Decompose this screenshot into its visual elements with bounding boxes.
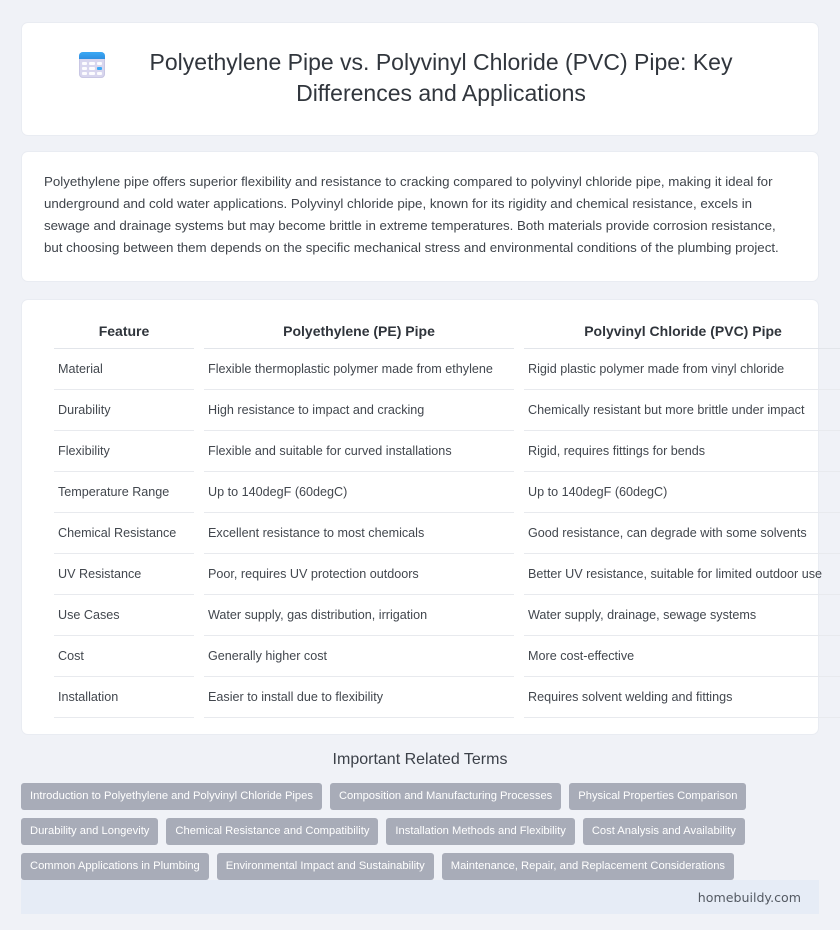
column-header-pvc: Polyvinyl Chloride (PVC) Pipe [524, 314, 840, 349]
cell-pe: Poor, requires UV protection outdoors [204, 554, 514, 595]
description-text: Polyethylene pipe offers superior flexibility and resistance to cracking compared to polyvinyl chloride pipe, making it ideal for underground and cold water applications. Polyvinyl chloride pipe, known for its rigidity and chemical resistance, excels in sewage and drainage systems but may become brittle in extreme temperatures. Both materials provide corrosion resistance, but choosing between them depends on the specific mechanical stress and environmental conditions of the plumbing project. [44, 174, 779, 255]
related-terms-tag-list [21, 783, 819, 880]
column-header-feature: Feature [54, 314, 194, 349]
cell-feature: Chemical Resistance [54, 513, 194, 554]
table-row [54, 431, 840, 472]
table-row [54, 595, 840, 636]
table-row [54, 513, 840, 554]
cell-pvc: Chemically resistant but more brittle under impact [524, 390, 840, 431]
related-term-tag[interactable]: Maintenance, Repair, and Replacement Considerations [442, 853, 734, 880]
cell-pvc: Up to 140degF (60degC) [524, 472, 840, 513]
related-term-tag[interactable]: Composition and Manufacturing Processes [330, 783, 561, 810]
table-row [54, 636, 840, 677]
description-card [21, 151, 819, 282]
table-header [54, 314, 840, 349]
comparison-table-card [21, 299, 822, 735]
related-term-tag[interactable]: Chemical Resistance and Compatibility [166, 818, 378, 845]
related-terms-section [21, 751, 819, 880]
title-row [62, 47, 778, 109]
table-row [54, 472, 840, 513]
page-title: Polyethylene Pipe vs. Polyvinyl Chloride (PVC) Pipe: Key Differences and Applications [149, 49, 733, 106]
table-row [54, 677, 840, 718]
cell-pvc: Better UV resistance, suitable for limited outdoor use [524, 554, 840, 595]
cell-pe: Easier to install due to flexibility [204, 677, 514, 718]
footer-spacer [21, 914, 819, 930]
cell-feature: Installation [54, 677, 194, 718]
table-row [54, 390, 840, 431]
cell-feature: Temperature Range [54, 472, 194, 513]
table-row [54, 554, 840, 595]
cell-pvc: Good resistance, can degrade with some solvents [524, 513, 840, 554]
cell-pvc: Water supply, drainage, sewage systems [524, 595, 840, 636]
related-terms-heading: Important Related Terms [332, 751, 508, 768]
cell-pe: Water supply, gas distribution, irrigation [204, 595, 514, 636]
cell-pe: Excellent resistance to most chemicals [204, 513, 514, 554]
related-term-tag[interactable]: Introduction to Polyethylene and Polyvinyl Chloride Pipes [21, 783, 322, 810]
calendar-icon-header [79, 52, 105, 59]
table-body [54, 349, 840, 718]
related-term-tag[interactable]: Cost Analysis and Availability [583, 818, 745, 845]
cell-feature: UV Resistance [54, 554, 194, 595]
cell-feature: Material [54, 349, 194, 390]
cell-pe: Flexible thermoplastic polymer made from ethylene [204, 349, 514, 390]
cell-feature: Flexibility [54, 431, 194, 472]
title-card [21, 22, 819, 136]
calendar-icon-grid [82, 62, 102, 75]
cell-pvc: Requires solvent welding and fittings [524, 677, 840, 718]
cell-pe: Generally higher cost [204, 636, 514, 677]
cell-feature: Use Cases [54, 595, 194, 636]
related-term-tag[interactable]: Installation Methods and Flexibility [386, 818, 574, 845]
footer-bar [21, 880, 819, 914]
cell-pe: Flexible and suitable for curved installations [204, 431, 514, 472]
related-term-tag[interactable]: Environmental Impact and Sustainability [217, 853, 434, 880]
column-header-pe: Polyethylene (PE) Pipe [204, 314, 514, 349]
cell-pe: Up to 140degF (60degC) [204, 472, 514, 513]
cell-feature: Durability [54, 390, 194, 431]
footer-site-name: homebuildy.com [697, 889, 801, 905]
related-term-tag[interactable]: Durability and Longevity [21, 818, 158, 845]
cell-pvc: Rigid plastic polymer made from vinyl chloride [524, 349, 840, 390]
cell-pvc: More cost-effective [524, 636, 840, 677]
cell-feature: Cost [54, 636, 194, 677]
related-term-tag[interactable]: Common Applications in Plumbing [21, 853, 209, 880]
calendar-spreadsheet-icon [79, 52, 105, 78]
table-header-row [54, 314, 840, 349]
table-row [54, 349, 840, 390]
cell-pvc: Rigid, requires fittings for bends [524, 431, 840, 472]
related-term-tag[interactable]: Physical Properties Comparison [569, 783, 746, 810]
cell-pe: High resistance to impact and cracking [204, 390, 514, 431]
comparison-table [44, 314, 840, 718]
